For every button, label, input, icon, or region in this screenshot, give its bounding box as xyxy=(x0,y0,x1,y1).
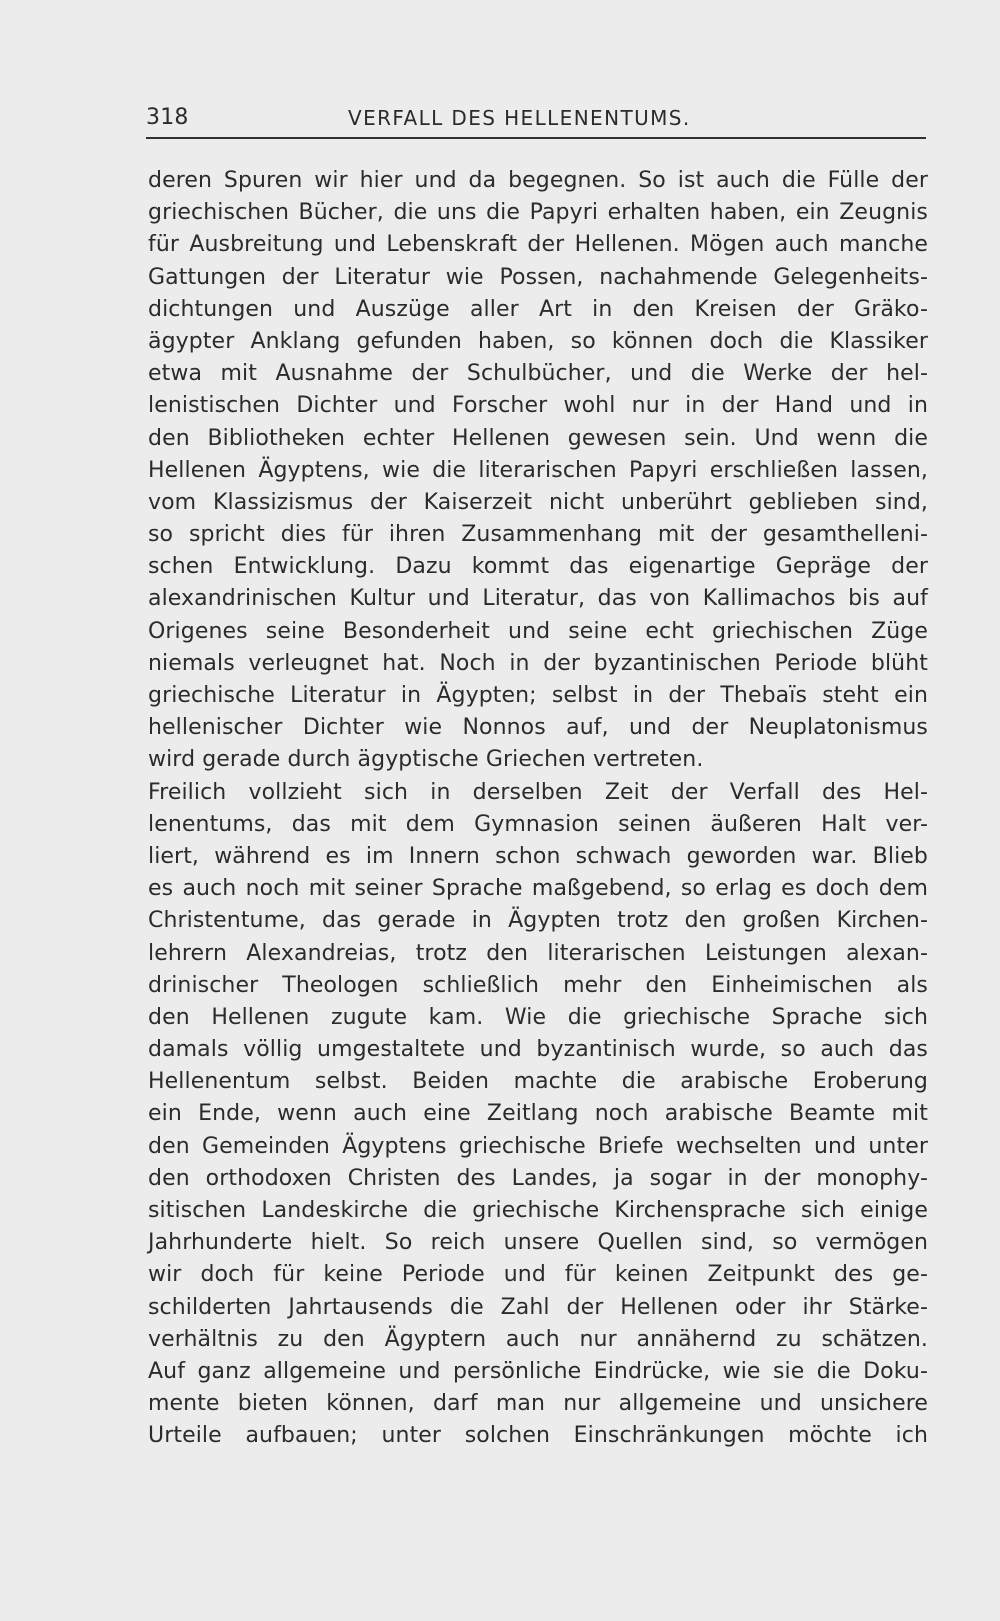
text-line: dichtungen und Auszüge aller Art in den Kreisen der Gräko- xyxy=(148,296,928,322)
text-line: verhältnis zu den Ägyptern auch nur annähernd zu schätzen. xyxy=(148,1326,928,1352)
text-line: wird gerade durch ägyptische Griechen vertreten. xyxy=(148,747,704,773)
text-line: ägypter Anklang gefunden haben, so können doch die Klassiker xyxy=(148,328,928,354)
text-line: schen Entwicklung. Dazu kommt das eigenartige Gepräge der xyxy=(148,554,928,580)
text-line: sitischen Landeskirche die griechische Kirchensprache sich einige xyxy=(148,1198,928,1223)
page-number: 318 xyxy=(146,105,189,130)
running-title: VERFALL DES HELLENENTUMS. xyxy=(348,106,691,130)
text-line: liert, während es im Innern schon schwach geworden war. Blieb xyxy=(148,843,928,869)
text-line: griechischen Bücher, die uns die Papyri erhalten haben, ein Zeugnis xyxy=(148,200,928,226)
text-line: deren Spuren wir hier und da begegnen. So ist auch die Fülle der xyxy=(148,168,928,193)
text-line: niemals verleugnet hat. Noch in der byzantinischen Periode blüht xyxy=(148,650,928,676)
text-line: damals völlig umgestaltete und byzantinisch wurde, so auch das xyxy=(148,1037,928,1063)
text-line: Origenes seine Besonderheit und seine echt griechischen Züge xyxy=(148,618,928,644)
text-line: den Hellenen zugute kam. Wie die griechische Sprache sich xyxy=(148,1004,928,1030)
text-line: Gattungen der Literatur wie Possen, nachahmende Gelegenheits- xyxy=(148,264,928,290)
text-line: drinischer Theologen schließlich mehr den Einheimischen als xyxy=(148,972,928,998)
header-rule xyxy=(146,137,926,139)
text-line: den orthodoxen Christen des Landes, ja sogar in der monophy- xyxy=(148,1165,928,1191)
text-line: Hellenen Ägyptens, wie die literarischen Papyri erschließen lassen, xyxy=(148,457,928,483)
text-line: wir doch für keine Periode und für keinen Zeitpunkt des ge- xyxy=(148,1262,928,1288)
text-line: lenentums, das mit dem Gymnasion seinen äußeren Halt ver- xyxy=(148,811,928,837)
text-line: Auf ganz allgemeine und persönliche Eindrücke, wie sie die Doku- xyxy=(148,1358,928,1384)
text-line: Hellenentum selbst. Beiden machte die arabische Eroberung xyxy=(148,1069,928,1095)
text-line: vom Klassizismus der Kaiserzeit nicht unberührt geblieben sind, xyxy=(148,489,928,515)
text-line: für Ausbreitung und Lebenskraft der Hellenen. Mögen auch manche xyxy=(148,232,928,258)
text-line: mente bieten können, darf man nur allgemeine und unsichere xyxy=(148,1391,928,1417)
text-line: alexandrinischen Kultur und Literatur, das von Kallimachos bis auf xyxy=(148,586,928,612)
text-line: etwa mit Ausnahme der Schulbücher, und die Werke der hel- xyxy=(148,361,928,387)
text-line: so spricht dies für ihren Zusammenhang mit der gesamthelleni- xyxy=(148,522,928,548)
text-line: den Gemeinden Ägyptens griechische Briefe wechselten und unter xyxy=(148,1133,928,1159)
text-line: es auch noch mit seiner Sprache maßgebend, so erlag es doch dem xyxy=(148,876,928,902)
text-line: schilderten Jahrtausends die Zahl der Hellenen oder ihr Stärke- xyxy=(148,1294,928,1320)
text-line: Christentume, das gerade in Ägypten trotz den großen Kirchen- xyxy=(148,908,928,934)
text-line: ein Ende, wenn auch eine Zeitlang noch arabische Beamte mit xyxy=(148,1101,928,1127)
page-header xyxy=(146,102,924,134)
text-line: Freilich vollzieht sich in derselben Zeit der Verfall des Hel- xyxy=(148,779,928,805)
text-line: Jahrhunderte hielt. So reich unsere Quellen sind, so vermögen xyxy=(148,1230,928,1256)
text-line: Urteile aufbauen; unter solchen Einschränkungen möchte ich xyxy=(148,1423,928,1449)
text-line: den Bibliotheken echter Hellenen gewesen sein. Und wenn die xyxy=(148,425,928,451)
text-line: griechische Literatur in Ägypten; selbst in der Thebaïs steht ein xyxy=(148,683,928,708)
text-line: lenistischen Dichter und Forscher wohl nur in der Hand und in xyxy=(148,393,928,419)
text-line: hellenischer Dichter wie Nonnos auf, und der Neuplatonismus xyxy=(148,715,928,741)
text-line: lehrern Alexandreias, trotz den literarischen Leistungen alexan- xyxy=(148,940,928,966)
body-text xyxy=(148,165,928,1453)
